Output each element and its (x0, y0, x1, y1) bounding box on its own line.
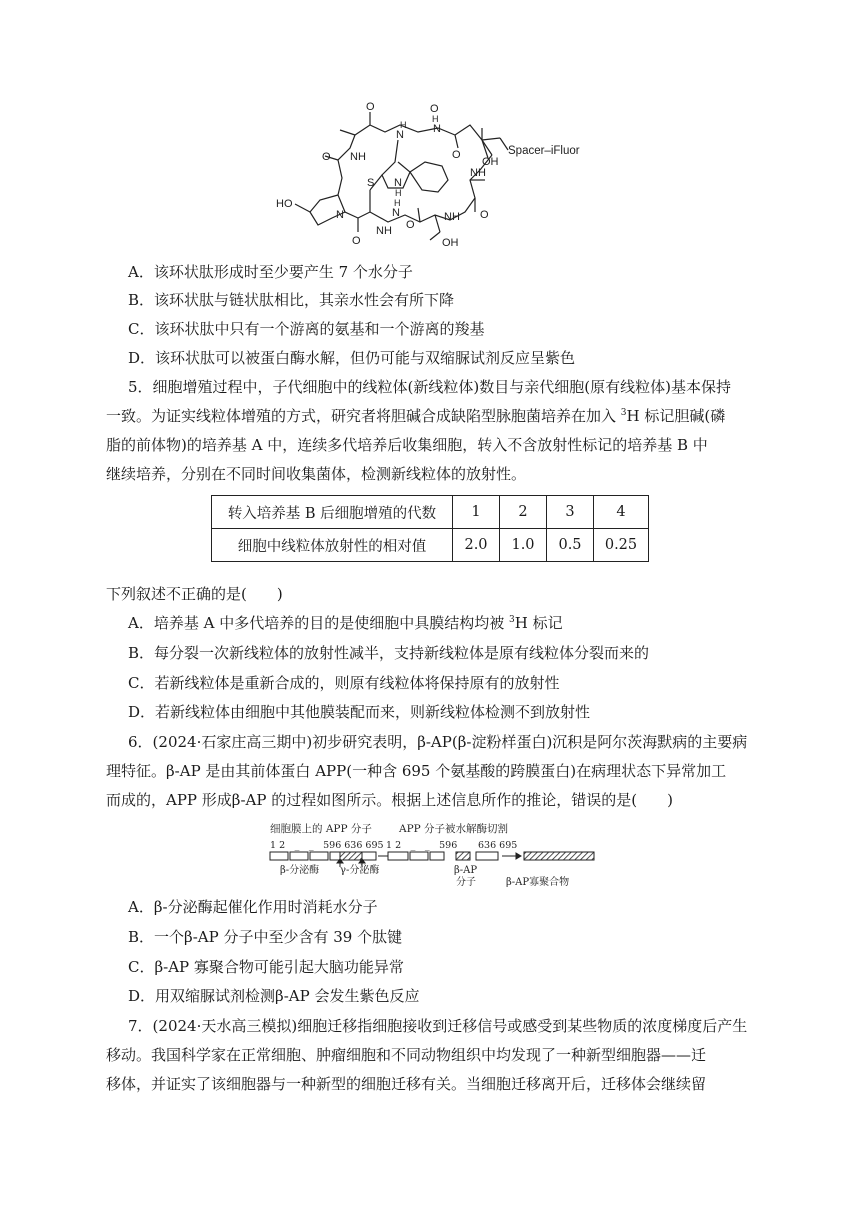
app-segment (362, 852, 376, 860)
cyclic-peptide-svg (270, 100, 600, 252)
table-header-cell: 细胞中线粒体放射性的相对值 (212, 529, 453, 562)
beta-secretase-label: β-分泌酶 (280, 865, 320, 876)
table-cell: 1.0 (500, 529, 547, 562)
app-fragment (476, 852, 498, 860)
atom-label: OH (442, 237, 459, 249)
spacer-ifluor-label: Spacer–iFluor (508, 145, 580, 157)
q4-option-a: A．该环状肽形成时至少要产生 7 个水分子 (128, 263, 413, 281)
diagram-title-left: 细胞膜上的 APP 分子 (270, 823, 372, 835)
q5-stem-line-3: 脂的前体物)的培养基 A 中，连续多代培养后收集细胞，转入不含放射性标记的培养基 B 中 (106, 436, 708, 454)
q5-stem-line-2 (106, 406, 725, 426)
app-fragment (410, 852, 428, 860)
atom-label: N (433, 123, 441, 135)
atom-label: O (322, 151, 331, 163)
q6-option-b: B．一个β-AP 分子中至少含有 39 个肽键 (128, 928, 403, 946)
atom-label: N (336, 209, 344, 221)
q6-stem-line-2: 理特征。β-AP 是由其前体蛋白 APP(一种含 695 个氨基酸的跨膜蛋白)在病理状态下异常加工 (106, 762, 727, 780)
beta-ap-fragment (456, 852, 470, 860)
atom-label: OH (482, 156, 499, 168)
q4-option-c: C．该环状肽中只有一个游离的氨基和一个游离的羧基 (128, 320, 485, 338)
q7-stem-line-3: 移体，并证实了该细胞器与一种新型的细胞迁移有关。当细胞迁移离开后，迁移体会继续留 (106, 1075, 707, 1093)
q6-option-c: C．β-AP 寡聚合物可能引起大脑功能异常 (128, 958, 404, 976)
beta-ap-label: β-AP (454, 865, 478, 876)
table-cell: 4 (594, 496, 649, 529)
atom-label: NH (376, 225, 392, 237)
table-header-cell: 转入培养基 B 后细胞增殖的代数 (212, 496, 453, 529)
table-row (212, 496, 649, 529)
atom-label: NH (444, 211, 460, 223)
q5-stem-line-4: 继续培养，分别在不同时间收集菌体，检测新线粒体的放射性。 (106, 465, 527, 483)
app-fragment (430, 852, 444, 860)
app-segment (290, 852, 308, 860)
table-cell: 2.0 (453, 529, 500, 562)
table-cell: 3 (547, 496, 594, 529)
q5-option-c: C．若新线粒体是重新合成的，则原有线粒体将保持原有的放射性 (128, 674, 560, 692)
atom-label: S (367, 177, 375, 189)
atom-label: H (394, 198, 401, 208)
atom-label: H (432, 114, 439, 124)
superscript: 3 (620, 408, 627, 418)
q7-stem-line-1: 7．(2024·天水高三模拟)细胞迁移指细胞接收到迁移信号或感受到某些物质的浓度梯度后产生 (128, 1017, 748, 1035)
q5-option-text: A．培养基 A 中多代培养的目的是使细胞中具膜结构均被 (128, 614, 509, 632)
q5-stem-text: H 标记胆碱(磷 (626, 407, 726, 425)
superscript: 3 (508, 615, 515, 625)
table-cell: 1 (453, 496, 500, 529)
app-segment (270, 852, 288, 860)
atom-label: HO (276, 198, 293, 210)
q6-stem-line-3: 而成的，APP 形成β-AP 的过程如图所示。根据上述信息所作的推论，错误的是( ) (106, 791, 673, 809)
app-segment (330, 852, 340, 860)
app-cleavage-svg (268, 821, 598, 891)
table-row (212, 529, 649, 562)
atom-label: H (400, 120, 407, 130)
app-segment (310, 852, 328, 860)
atom-label: O (480, 209, 489, 221)
app-fragment (388, 852, 408, 860)
diagram-numbers-right: 636 695 (478, 840, 518, 851)
q5-option-d: D．若新线粒体由细胞中其他膜装配而来，则新线粒体检测不到放射性 (128, 703, 591, 721)
atom-label: O (452, 149, 461, 161)
q4-option-d: D．该环状肽可以被蛋白酶水解，但仍可能与双缩脲试剂反应呈紫色 (128, 349, 576, 367)
table-cell: 0.25 (594, 529, 649, 562)
atom-label: NH (470, 167, 486, 179)
diagram-title-right: APP 分子被水解酶切割 (399, 823, 509, 835)
beta-ap-molecule-label: 分子 (456, 877, 476, 888)
atom-label: H (395, 188, 402, 198)
q7-stem-line-2: 移动。我国科学家在正常细胞、肿瘤细胞和不同动物组织中均发现了一种新型细胞器——迁 (106, 1046, 707, 1064)
atom-label: O (352, 235, 361, 247)
atom-label: N (396, 129, 404, 141)
q5-option-a (128, 613, 563, 633)
diagram-numbers-left: 1 2 _ _ 596 636 695 (270, 840, 384, 851)
q6-option-d: D．用双缩脲试剂检测β-AP 会发生紫色反应 (128, 987, 420, 1005)
q5-stem-text: 一致。为证实线粒体增殖的方式，研究者将胆碱合成缺陷型脉胞菌培养在加入 (106, 407, 621, 425)
atom-label: N (394, 177, 402, 189)
atom-label: O (406, 219, 415, 231)
q5-option-text: H 标记 (514, 614, 563, 632)
beta-ap-oligomer-label: β-AP寡聚合物 (506, 877, 570, 888)
diagram-numbers-mid: 1 2 _ _ 596 (386, 840, 458, 851)
q6-stem-line-1: 6．(2024·石家庄高三期中)初步研究表明，β-AP(β-淀粉样蛋白)沉积是阿尔茨海默病的主要病 (128, 733, 748, 751)
atom-label: O (366, 101, 375, 113)
atom-label: N (392, 207, 400, 219)
table-cell: 2 (500, 496, 547, 529)
beta-ap-oligomer (524, 852, 594, 860)
app-cleavage-diagram (268, 821, 598, 891)
q5-option-b: B．每分裂一次新线粒体的放射性减半，支持新线粒体是原有线粒体分裂而来的 (128, 644, 650, 662)
cyclic-peptide-structure (270, 100, 600, 252)
q5-stem-line-1: 5．细胞增殖过程中，子代细胞中的线粒体(新线粒体)数目与亲代细胞(原有线粒体)基本保持 (128, 378, 731, 396)
q5-prompt: 下列叙述不正确的是( ) (106, 585, 283, 603)
table-cell: 0.5 (547, 529, 594, 562)
q4-option-b: B．该环状肽与链状肽相比，其亲水性会有所下降 (128, 291, 455, 309)
atom-label: NH (350, 151, 366, 163)
mitochondria-radioactivity-table (211, 495, 649, 562)
atom-label: O (430, 103, 439, 115)
gamma-secretase-label: γ-分泌酶 (340, 865, 380, 876)
beta-ap-region (340, 852, 362, 860)
q6-option-a: A．β-分泌酶起催化作用时消耗水分子 (128, 898, 378, 916)
